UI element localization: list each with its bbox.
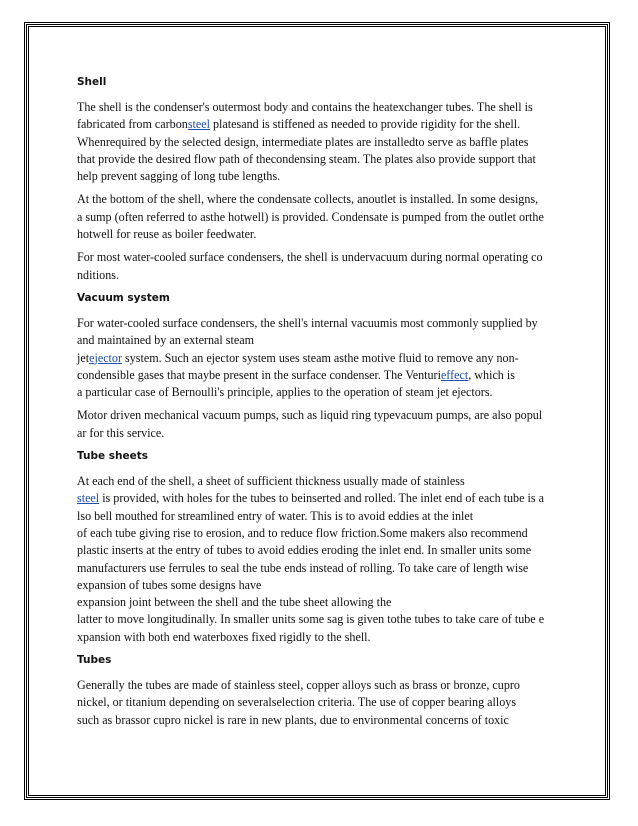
text-run: For most water-cooled surface condensers, the shell is undervacuum during normal operating co <box>77 250 543 265</box>
text-run: that provide the desired flow path of thecondensing steam. The plates also provide support that <box>77 151 536 166</box>
text-run: system. Such an ejector system uses steam asthe motive fluid to remove any non- <box>122 350 519 365</box>
text-run: fabricated from carbon <box>77 117 188 132</box>
text-line <box>77 560 565 577</box>
text-line <box>77 384 565 401</box>
text-line <box>77 168 565 185</box>
text-line <box>77 473 565 490</box>
paragraph <box>77 473 565 646</box>
hyperlink[interactable]: ejector <box>89 350 122 365</box>
text-line <box>77 134 565 151</box>
text-run: ar for this service. <box>77 425 165 440</box>
text-run: For water-cooled surface condensers, the shell's internal vacuumis most commonly supplied by <box>77 315 538 330</box>
text-run: nickel, or titanium depending on severalselection criteria. The use of copper bearing alloys <box>77 695 517 710</box>
paragraph <box>77 677 565 729</box>
text-line <box>77 508 565 525</box>
text-line <box>77 315 565 332</box>
text-run: platesand is stiffened as needed to provide rigidity for the shell. <box>209 117 521 132</box>
text-line <box>77 629 565 646</box>
text-run: hotwell for reuse as boiler feedwater. <box>77 227 257 242</box>
section-heading: Shell <box>77 76 107 88</box>
text-run: nditions. <box>77 267 119 282</box>
text-run: such as brassor cupro nickel is rare in new plants, due to environmental concerns of toxic <box>77 712 509 727</box>
paragraph <box>77 315 565 401</box>
text-line <box>77 677 565 694</box>
text-run: expansion of tubes some designs have <box>77 577 262 592</box>
text-run: , which is <box>468 367 515 382</box>
hyperlink[interactable]: effect <box>440 367 469 382</box>
text-line <box>77 425 565 442</box>
text-run: At each end of the shell, a sheet of sufficient thickness usually made of stainless <box>77 474 465 489</box>
section-heading: Tube sheets <box>77 450 149 463</box>
text-run: Motor driven mechanical vacuum pumps, such as liquid ring typevacuum pumps, are also popul <box>77 408 543 423</box>
text-run: a particular case of Bernoulli's principle, applies to the operation of steam jet ejectors. <box>77 385 493 400</box>
text-run: latter to move longitudinally. In smaller units some sag is given tothe tubes to take care of tube e <box>77 612 545 627</box>
text-line <box>77 116 565 133</box>
text-line <box>77 407 565 424</box>
text-run: At the bottom of the shell, where the condensate collects, anoutlet is installed. In some designs, <box>77 192 539 207</box>
text-line <box>77 577 565 594</box>
text-line <box>77 542 565 559</box>
text-line <box>77 226 565 243</box>
text-run: help prevent sagging of long tube lengths. <box>77 169 281 184</box>
text-line <box>77 191 565 208</box>
text-run: plastic inserts at the entry of tubes to avoid eddies eroding the inlet end. In smaller units some <box>77 543 532 558</box>
text-line <box>77 249 565 266</box>
text-line <box>77 99 565 116</box>
text-run: Whenrequired by the selected design, intermediate plates are installedto serve as baffle plates <box>77 134 529 149</box>
section-heading: Tubes <box>77 654 112 667</box>
text-line <box>77 350 565 367</box>
text-run: jet <box>77 350 90 365</box>
text-line <box>77 611 565 628</box>
text-run: a sump (often referred to asthe hotwell) is provided. Condensate is pumped from the outlet orthe <box>77 209 544 224</box>
paragraph <box>77 249 565 284</box>
text-line <box>77 525 565 542</box>
text-line <box>77 594 565 611</box>
text-run: expansion joint between the shell and the tube sheet allowing the <box>77 595 392 610</box>
text-run: Generally the tubes are made of stainless steel, copper alloys such as brass or bronze, cupro <box>77 678 520 693</box>
text-line <box>77 267 565 284</box>
text-line <box>77 712 565 729</box>
text-run: lso bell mouthed for streamlined entry of water. This is to avoid eddies at the inlet <box>77 508 474 523</box>
text-line <box>77 490 565 507</box>
text-line <box>77 694 565 711</box>
text-line <box>77 367 565 384</box>
text-run: and maintained by an external steam <box>77 333 254 348</box>
document-body <box>77 74 565 735</box>
text-run: of each tube giving rise to erosion, and to reduce flow friction.Some makers also recommend <box>77 525 528 540</box>
paragraph <box>77 191 565 243</box>
hyperlink[interactable]: steel <box>77 491 100 506</box>
paragraph <box>77 407 565 442</box>
text-run: manufacturers use ferrules to seal the tube ends instead of rolling. To take care of length wise <box>77 560 529 575</box>
hyperlink[interactable]: steel <box>187 117 210 132</box>
paragraph <box>77 99 565 185</box>
text-line <box>77 209 565 226</box>
text-line <box>77 151 565 168</box>
text-line <box>77 332 565 349</box>
section-heading: Vacuum system <box>77 291 170 304</box>
text-run: condensible gases that maybe present in the surface condenser. The Venturi <box>77 367 441 382</box>
text-run: is provided, with holes for the tubes to beinserted and rolled. The inlet end of each tube is a <box>99 491 544 506</box>
text-run: xpansion with both end waterboxes fixed rigidly to the shell. <box>77 629 371 644</box>
text-run: The shell is the condenser's outermost body and contains the heatexchanger tubes. The shell is <box>77 100 533 114</box>
